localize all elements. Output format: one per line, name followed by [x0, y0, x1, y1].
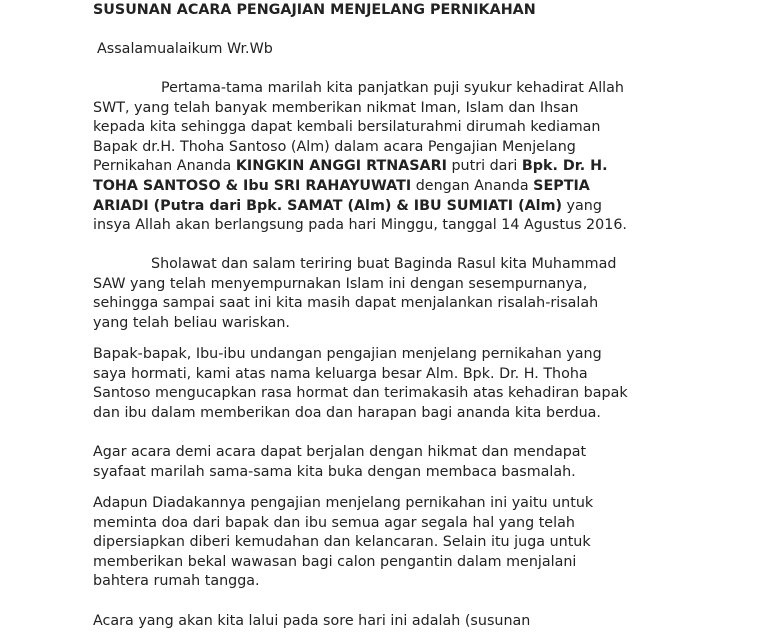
text-line: meminta doa dari bapak dan ibu semua agar segala hal yang telah	[93, 514, 575, 531]
bride-father-prefix: Bpk. Dr. H.	[521, 158, 608, 175]
paragraph-welcome	[93, 345, 683, 423]
text-line: SWT, yang telah banyak memberikan nikmat Iman, Islam dan Ihsan	[93, 99, 579, 116]
text-line: Adapun Diadakannya pengajian menjelang pernikahan ini yaitu untuk	[93, 495, 594, 511]
text-line: dan ibu dalam memberikan doa dan harapan bagi ananda kita berdua.	[93, 404, 601, 421]
paragraph-basmalah	[93, 443, 683, 482]
text-line: saya hormati, kami atas nama keluarga besar Alm. Bpk. Dr. H. Thoha	[93, 365, 588, 382]
groom-first-name: SEPTIA	[533, 177, 590, 194]
text-line: Bapak dr.H. Thoha Santoso (Alm) dalam acara Pengajian Menjelang	[93, 138, 576, 155]
text-line: sehingga sampai saat ini kita masih dapat menjalankan risalah-risalah	[93, 295, 599, 312]
text-line: Sholawat dan salam teriring buat Baginda Rasul kita Muhammad	[151, 256, 617, 272]
paragraph-agenda	[93, 612, 683, 632]
text-run: dengan Ananda	[411, 177, 534, 194]
text-line: dipersiapkan diberi kemudahan dan kelancaran. Selain itu juga untuk	[93, 534, 591, 551]
text-line: Pertama-tama marilah kita panjatkan puji syukur kehadirat Allah	[161, 80, 624, 96]
text-line: SAW yang telah menyempurnakan Islam ini dengan sesempurnanya,	[93, 275, 588, 292]
text-line: Agar acara demi acara dapat berjalan dengan hikmat dan mendapat	[93, 444, 587, 460]
text-line	[93, 157, 683, 177]
paragraph-sholawat	[93, 255, 683, 333]
text-line: Bapak-bapak, Ibu-ibu undangan pengajian menjelang pernikahan yang	[93, 346, 602, 362]
text-line: Santoso mengucapkan rasa hormat dan terimakasih atas kehadiran bapak	[93, 385, 628, 402]
paragraph-opening	[93, 79, 683, 236]
text-run: Pernikahan Ananda	[93, 158, 236, 175]
text-line: insya Allah akan berlangsung pada hari Minggu, tanggal 14 Agustus 2016.	[93, 217, 627, 234]
text-line: memberikan bekal wawasan bagi calon pengantin dalam menjalani	[93, 553, 577, 570]
text-line: kepada kita sehingga dapat kembali bersilaturahmi dirumah kediaman	[93, 119, 601, 136]
bride-name: KINGKIN ANGGI RTNASARI	[235, 158, 447, 175]
groom-name-parents: ARIADI (Putra dari Bpk. SAMAT (Alm) & IBU SUMIATI (Alm)	[93, 197, 562, 214]
text-line	[93, 177, 683, 197]
text-line: bahtera rumah tangga.	[93, 573, 260, 590]
document-title: SUSUNAN ACARA PENGAJIAN MENJELANG PERNIKAHAN	[93, 2, 536, 18]
text-line: syafaat marilah sama-sama kita buka dengan membaca basmalah.	[93, 463, 576, 480]
paragraph-purpose	[93, 494, 683, 592]
bride-parents: TOHA SANTOSO & Ibu SRI RAHAYUWATI	[93, 177, 412, 194]
text-line: yang telah beliau wariskan.	[93, 314, 290, 331]
text-line	[93, 197, 683, 217]
text-run: putri dari	[446, 158, 522, 175]
text-run: yang	[562, 197, 602, 214]
text-line: Acara yang akan kita lalui pada sore hari ini adalah (susunan	[93, 613, 531, 629]
greeting: Assalamualaikum Wr.Wb	[97, 41, 273, 57]
